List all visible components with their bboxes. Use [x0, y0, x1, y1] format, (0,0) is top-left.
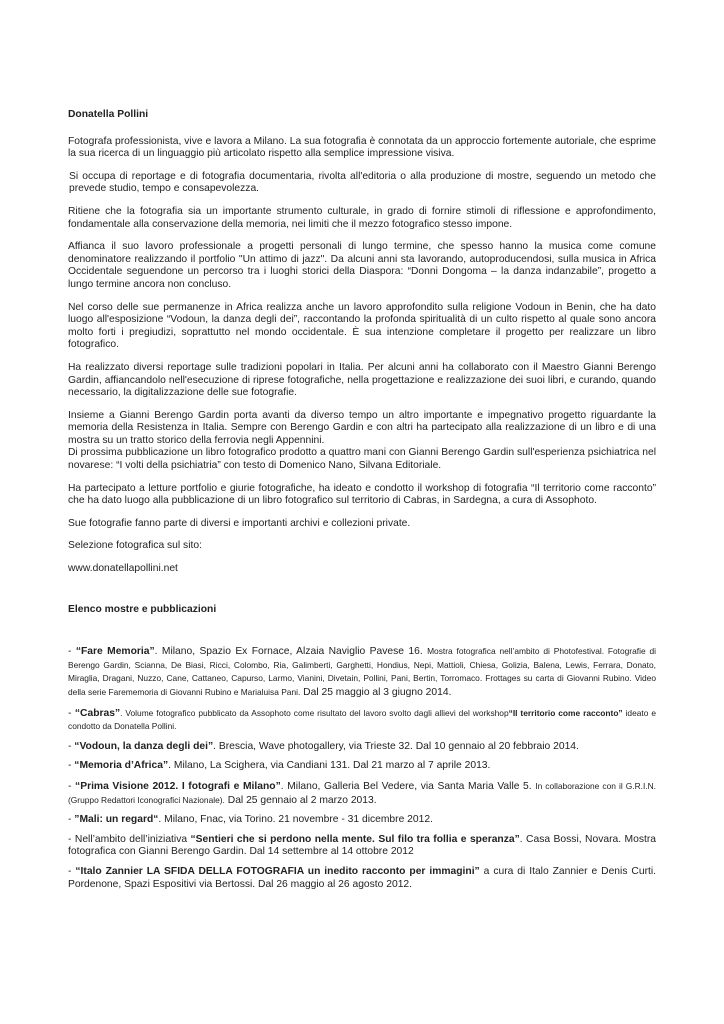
entry-note: . Volume fotografico pubblicato da Assophoto come risultato del lavoro svolto dagli allievi del workshop [120, 707, 509, 718]
entry-prefix: - [68, 780, 76, 792]
entry-place: . Milano, Spazio Ex Fornace, Alzaia Naviglio Pavese 16. [154, 646, 428, 658]
entry-details: . Milano, La Scighera, via Candiani 131. Dal 21 marzo al 7 aprile 2013. [168, 760, 491, 772]
website-link[interactable]: www.donatellapollini.net [68, 563, 178, 575]
bio-paragraph: Selezione fotografica sul sito: [68, 540, 202, 552]
entry-details: . Milano, Fnac, via Torino. 21 novembre - 31 dicembre 2012. [158, 814, 433, 826]
bio-paragraph: Di prossima pubblicazione un libro fotografico prodotto a quattro mani con Gianni Berengo Gardin sull'esperienza psichiatrica nel novarese: “I volti della psichiatria” con testo di Domenico Nano, Silvana Editoriale. [68, 447, 656, 472]
exhibition-entry [68, 834, 656, 859]
entry-place: . Milano, Galleria Bel Vedere, via Santa Maria Valle 5. [280, 780, 536, 792]
entry-prefix: - [68, 707, 75, 719]
bio-paragraph: Ha partecipato a letture portfolio e giurie fotografiche, ha ideato e condotto il workshop di fotografia “Il territorio come racconto” che ha dato luogo alla pubblicazione di un libro fotografico sul territorio di Cabras, in Sardegna, a cura di Assophoto. [68, 482, 656, 507]
entry-details: a cura di Italo Zannier e Denis Curti. Pordenone, Spazi Espositivi via Bertossi. Dal 26 maggio al 26 agosto 2012. [68, 865, 657, 890]
entry-title: “Italo Zannier LA SFIDA DELLA FOTOGRAFIA un inedito racconto per immagini” [75, 865, 480, 877]
entry-title: “Sentieri che si perdono nella mente. Sul filo tra follia e speranza” [190, 833, 520, 845]
entry-note: Mostra fotografica nell’ambito di Photofestival. Fotografie di Berengo Gardin, Scianna, De Biasi, Ricci, Colombo, Ria, Galimberti, Garghetti, Hondius, Nepi, Mattioli, Chiesa, Golizia, Balena, Lewis, Ferrara, Donato, Miraglia, Dragani, Nuzzo, Cane, Cattaneo, Capurso, Larmo, Vianini, Divetain, Pollini, Pani, Bertin, Torromaco. Frottages su carta di Giovanni Rubino. Video della serie Farememoria di Giovanni Rubino e Marialuisa Pani. [68, 646, 656, 697]
document-page [68, 109, 656, 898]
entry-prefix: - [68, 740, 75, 752]
bio-paragraph: Ha realizzato diversi reportage sulle tradizioni popolari in Italia. Per alcuni anni ha collaborato con il Maestro Gianni Berengo Gardin, affiancandolo nell'esecuzione di riprese fotografiche, nella progettazione e realizzazione dei suoi libri, e curando, quando necessario, la digitalizzazione delle sue fotografie. [68, 361, 656, 399]
bio-paragraph: Ritiene che la fotografia sia un importante strumento culturale, in grado di fornire stimoli di riflessione e approfondimento, fondamentale alla conservazione della memoria, nei limiti che il mezzo fotografico stesso impone. [68, 205, 656, 230]
entry-title: “Vodoun, la danza degli dei” [74, 740, 214, 752]
entry-title: ”Mali: un regard“ [74, 814, 159, 826]
entry-note: ideato e condotto da Donatella Pollini. [68, 707, 656, 732]
bio-paragraph: Fotografa professionista, vive e lavora a Milano. La sua fotografia è connotata da un approccio fortemente autoriale, che esprime la sua ricerca di un linguaggio più articolato rispetto alla semplice impressione visiva. [68, 135, 656, 160]
bio-paragraph: Affianca il suo lavoro professionale a progetti personali di lungo termine, che spesso hanno la musica come comune denominatore realizzando il portfolio "Un attimo di jazz". Da alcuni anni sta lavorando, autoproducendosi, sulla musica in Africa Occidentale seguendone un percorso tra i luoghi storici della Diaspora: “Donni Dongoma – la danza indanzabile”, progetto a lungo termine ancora non concluso. [68, 241, 656, 290]
exhibition-entry [68, 814, 656, 827]
bio-paragraph: Sue fotografie fanno parte di diversi e importanti archivi e collezioni private. [68, 517, 411, 529]
bio-paragraph: Nel corso delle sue permanenze in Africa realizza anche un lavoro approfondito sulla religione Vodoun in Benin, che ha dato luogo all'esposizione “Vodoun, la danza degli dei”, raccontando la profonda spiritualità di un culto rispetto al quale sono ancora molto forti i pregiudizi, soprattutto nel mondo occidentale. È sua intenzione completare il progetto per realizzare un libro fotografico. [68, 301, 656, 351]
exhibition-entry [68, 741, 656, 754]
list-heading: Elenco mostre e pubblicazioni [68, 603, 217, 615]
entry-prefix: - Nell’ambito dell’iniziativa [68, 833, 191, 845]
bio-paragraph: Insieme a Gianni Berengo Gardin porta avanti da diverso tempo un altro importante e impegnativo progetto riguardante la memoria della Resistenza in Italia. Sempre con Berengo Gardin e con altri ha partecipato alla realizzazione di un libro e di una mostra su un tratto storico della ferrovia negli Appennini. [68, 409, 656, 446]
entry-prefix: - [68, 814, 75, 826]
exhibition-entry [68, 866, 656, 891]
entry-title: “Memoria d’Africa” [74, 760, 169, 772]
entry-prefix: - [68, 646, 76, 658]
exhibition-entry [68, 645, 656, 699]
entry-details: . Brescia, Wave photogallery, via Trieste 32. Dal 10 gennaio al 20 febbraio 2014. [213, 740, 579, 752]
entry-title: “Fare Memoria” [75, 646, 155, 658]
entry-subtitle: “Il territorio come racconto” [508, 707, 623, 718]
entry-details: . Casa Bossi, Novara. Mostra fotografica con Gianni Berengo Gardin. Dal 14 settembre al 14 ottobre 2012 [68, 833, 657, 858]
exhibition-entry [68, 780, 656, 807]
entry-title: “Prima Visione 2012. I fotografi e Milano” [75, 780, 281, 792]
exhibition-entry [68, 760, 656, 773]
author-name: Donatella Pollini [68, 109, 149, 120]
entry-prefix: - [68, 865, 76, 877]
entry-dates: Dal 25 maggio al 3 giugno 2014. [300, 687, 452, 698]
publication-entry [68, 707, 656, 734]
bio-paragraph: Si occupa di reportage e di fotografia documentaria, rivolta all'editoria o alla produzione di mostre, seguendo un metodo che prevede studio, tempo e consapevolezza. [69, 170, 656, 195]
entry-prefix: - [68, 760, 75, 772]
entry-note: In collaborazione con il G.R.I.N. (Gruppo Redattori Iconografici Nazionale). [68, 780, 656, 805]
entry-title: “Cabras” [74, 707, 121, 719]
entry-dates: Dal 25 gennaio al 2 marzo 2013. [224, 794, 377, 806]
